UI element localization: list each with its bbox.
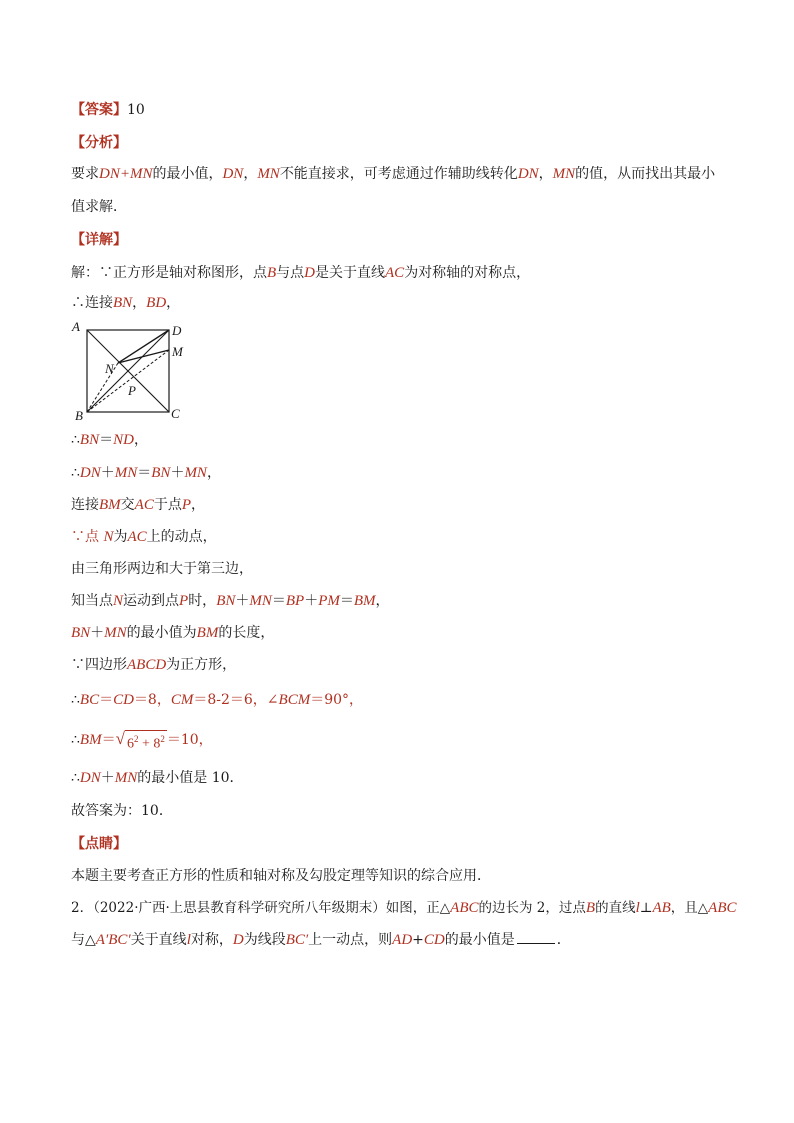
text: 的直线	[595, 900, 636, 916]
text: 的最小值是	[444, 932, 515, 948]
math-var: BN	[113, 295, 133, 311]
text: ∵点	[71, 529, 104, 545]
math-var: BP	[285, 593, 305, 609]
math-var: MN	[249, 593, 272, 609]
detail-line-9	[71, 623, 274, 643]
detail-label-text: 【详解】	[71, 232, 127, 248]
math-var: BCM	[278, 692, 311, 708]
text: 要求	[71, 166, 99, 182]
text: ∴	[71, 692, 80, 708]
math-var: ABC	[450, 900, 479, 916]
sqrt-expression	[116, 730, 167, 753]
text: 的最小值是 10．	[137, 770, 244, 786]
text: 是关于直线	[315, 265, 386, 281]
text: 连接	[71, 497, 99, 513]
text: ＝	[99, 692, 114, 708]
text: 的值，从而找出其最小	[575, 166, 716, 182]
math-var: PM	[318, 593, 340, 609]
math-var: DN	[222, 166, 244, 182]
math-var: l	[635, 900, 640, 916]
analysis-line-1	[71, 164, 715, 184]
math-var: BN	[151, 465, 171, 481]
radicand	[125, 730, 167, 753]
answer-blank	[517, 929, 555, 944]
text: 为正方形，	[166, 657, 237, 673]
math-var: BC	[79, 692, 100, 708]
detail-line-8	[71, 591, 390, 611]
segment-bm-dashed	[87, 350, 169, 412]
text: ，	[538, 166, 553, 182]
answer-line	[71, 100, 145, 120]
math-var: AC	[134, 497, 154, 513]
text: ＝8-2＝6，∠	[193, 692, 279, 708]
math-var: P	[179, 593, 189, 609]
question2-line-2	[71, 929, 571, 950]
detail-line-14	[71, 801, 173, 821]
text: ，	[375, 593, 390, 609]
text: ＝	[101, 732, 116, 748]
text: ＋	[170, 465, 185, 481]
text: 的边长为 2，过点	[478, 900, 586, 916]
text: 于点	[153, 497, 182, 513]
text: ＋	[100, 770, 115, 786]
detail-line-5	[71, 495, 205, 515]
text: ＝	[137, 465, 152, 481]
math-var: CD	[113, 692, 134, 708]
math-var: DN	[79, 465, 101, 481]
text: ，且△	[670, 900, 709, 916]
math-var: DN+MN	[99, 166, 153, 182]
text: ，	[191, 497, 206, 513]
text: 为对称轴的对称点，	[404, 265, 531, 281]
text: 上一动点，则	[308, 932, 393, 948]
math-var: BN	[79, 432, 100, 448]
math-var: MN	[114, 770, 138, 786]
detail-line-1	[71, 263, 530, 283]
text: ＝90°，	[310, 692, 364, 708]
segment-nd	[118, 330, 169, 363]
text: 2．（2022·广西·上思县教育科学研究所八年级期末）如图，正△	[71, 900, 451, 916]
math-var: BM	[79, 732, 102, 748]
math-var: BM	[99, 497, 121, 513]
math-var: MN	[257, 166, 280, 182]
text: ＝10，	[166, 732, 213, 748]
math-var: MN	[184, 465, 207, 481]
text: ．	[556, 932, 571, 948]
math-var: ABCD	[127, 657, 167, 673]
text: ＋	[100, 465, 115, 481]
text: 值求解．	[71, 199, 127, 215]
math-var: DN	[79, 770, 101, 786]
text: ＋	[90, 625, 105, 641]
text: 上的动点，	[146, 529, 217, 545]
math-var: DN	[517, 166, 539, 182]
math-var: AC	[385, 265, 405, 281]
text: ＝	[271, 593, 286, 609]
radicand-term: 6	[126, 736, 134, 752]
text: 本题主要考查正方形的性质和轴对称及勾股定理等知识的综合应用．	[71, 868, 491, 884]
label-d: D	[172, 323, 182, 338]
math-var: MN	[552, 166, 576, 182]
label-p: P	[128, 383, 136, 398]
math-var: CM	[170, 692, 194, 708]
detail-line-3	[71, 430, 148, 450]
detail-label	[71, 230, 127, 250]
comment-text	[71, 866, 491, 886]
text: 时，	[188, 593, 217, 609]
text: ∴连接	[71, 295, 113, 311]
detail-line-4	[71, 463, 221, 483]
text: 运动到点	[123, 593, 180, 609]
detail-line-13	[71, 768, 244, 788]
text: ＝	[99, 432, 114, 448]
detail-line-7	[71, 559, 253, 579]
text: 交	[120, 497, 135, 513]
label-b: B	[75, 408, 83, 422]
math-var: B	[585, 900, 596, 916]
radicand-op: +	[138, 736, 154, 752]
comment-label	[71, 834, 127, 854]
text: ＋	[235, 593, 250, 609]
text: ∴	[71, 465, 80, 481]
label-c: C	[171, 406, 180, 421]
text: 对称，	[190, 932, 233, 948]
math-var: B	[267, 265, 277, 281]
text: ⊥	[639, 900, 653, 916]
analysis-label	[71, 133, 127, 153]
math-var: MN	[114, 465, 138, 481]
label-m: M	[172, 344, 183, 359]
detail-line-11	[71, 690, 363, 710]
text: 与△	[71, 932, 96, 948]
answer-value: 10	[127, 102, 145, 118]
text: ∴	[71, 432, 80, 448]
radical-sign: √	[115, 729, 125, 748]
text: ，	[166, 295, 181, 311]
text: ∵四边形	[71, 657, 127, 673]
text: 的最小值，	[152, 166, 223, 182]
text: 由三角形两边和大于第三边，	[71, 561, 253, 577]
exponent: 2	[160, 734, 165, 744]
math-var: BD	[146, 295, 167, 311]
math-var: AB	[652, 900, 671, 916]
detail-line-10	[71, 655, 236, 675]
math-var: l	[186, 932, 191, 948]
math-var: D	[232, 932, 244, 948]
text: ，	[206, 465, 221, 481]
math-var: ABC	[708, 900, 737, 916]
exponent: 2	[133, 734, 139, 744]
text: ＝	[339, 593, 354, 609]
text: 的长度，	[218, 625, 275, 641]
text: 不能直接求，可考虑通过作辅助线转化	[279, 166, 518, 182]
math-var: D	[304, 265, 316, 281]
label-n: N	[105, 361, 114, 376]
text: 解：∵正方形是轴对称图形，点	[71, 265, 267, 281]
text: ，	[243, 166, 258, 182]
math-var: ND	[113, 432, 134, 448]
text: ，	[132, 295, 147, 311]
detail-line-12	[71, 730, 213, 753]
segment-nm	[118, 350, 169, 363]
detail-line-6	[71, 527, 217, 547]
text: ∴	[71, 732, 80, 748]
square-diagram	[68, 318, 198, 422]
math-var: MN	[104, 625, 127, 641]
text: 关于直线	[130, 932, 187, 948]
math-var: BN	[216, 593, 236, 609]
math-var: P	[181, 497, 192, 513]
answer-label: 【答案】	[71, 102, 127, 118]
text: ∴	[71, 770, 80, 786]
text: +	[412, 932, 424, 948]
math-var: BM	[353, 593, 376, 609]
radicand-term: 8	[153, 736, 161, 752]
math-var: N	[113, 593, 124, 609]
comment-label-text: 【点睛】	[71, 836, 127, 852]
math-var: AD	[392, 932, 413, 948]
math-var: AC	[127, 529, 147, 545]
text: 为	[113, 529, 128, 545]
math-var: BC′	[285, 932, 309, 948]
math-var: BN	[71, 625, 91, 641]
text: 为线段	[243, 932, 286, 948]
text: 故答案为：10．	[71, 803, 173, 819]
text: ，	[133, 432, 148, 448]
math-var: A′BC′	[95, 932, 131, 948]
text: ＋	[304, 593, 319, 609]
math-var: BM	[196, 625, 219, 641]
analysis-label-text: 【分析】	[71, 135, 127, 151]
text: 知当点	[71, 593, 113, 609]
question2-line-1	[71, 898, 737, 918]
text: ＝8，	[133, 692, 171, 708]
label-a: A	[72, 319, 80, 334]
detail-line-2	[71, 293, 180, 313]
text: 的最小值为	[126, 625, 197, 641]
text: 与点	[276, 265, 305, 281]
math-var: CD	[423, 932, 445, 948]
analysis-line-2	[71, 197, 127, 217]
math-var: N	[103, 529, 114, 545]
